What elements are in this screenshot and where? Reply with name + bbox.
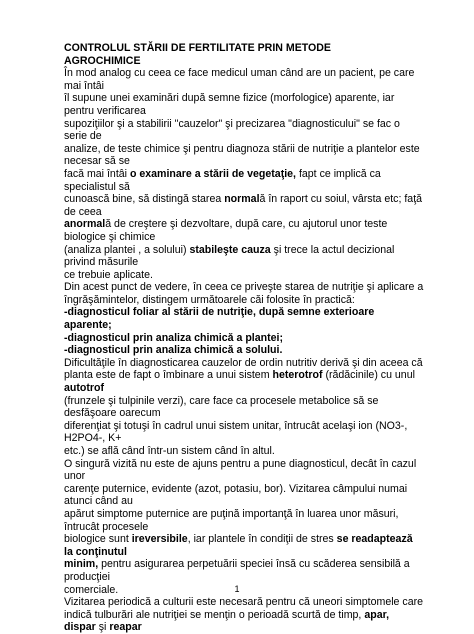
bold-text-run: -diagnosticul foliar al stării de nutriţie, după semne exterioare: [64, 306, 375, 319]
text-run: fapt ce implică ca: [296, 167, 381, 180]
text-run: şi trece la actul decizional: [270, 243, 395, 256]
text-line: [64, 306, 452, 319]
text-run: îngrăşămintelor, distingem următoarele căi folosite în practică:: [64, 293, 355, 306]
text-run: analize, de teste chimice şi pentru diagnoza stării de nutriţie a plantelor este: [64, 142, 420, 155]
text-run: planta este de fapt o îmbinare a unui sistem: [64, 369, 273, 382]
text-line: [64, 571, 452, 584]
text-line: [64, 407, 452, 420]
text-line: [64, 621, 452, 634]
text-run: facă mai întâi: [64, 167, 130, 180]
text-run: Din acest punct de vedere, în ceea ce priveşte starea de nutriţie şi aplicare a: [64, 281, 424, 294]
bold-text-run: stabileşte cauza: [189, 243, 271, 256]
text-line: [64, 105, 452, 118]
text-line: [64, 80, 452, 93]
text-line: [64, 218, 452, 231]
bold-text-run: ireversibile: [131, 533, 188, 546]
text-line: [64, 231, 452, 244]
text-run: biologice sunt: [64, 533, 132, 546]
text-run: etc.) se află când într-un sistem când în altul.: [64, 445, 275, 457]
text-run: , iar plantele în condiţii de stres: [187, 533, 337, 546]
text-line: [64, 508, 452, 521]
text-run: necesar să se: [64, 155, 130, 168]
text-line: [64, 495, 452, 508]
text-run: pentru verificarea: [64, 104, 146, 117]
page-number: 1: [234, 584, 240, 594]
text-run: şi: [95, 621, 110, 634]
bold-text-run: dispar: [64, 621, 96, 634]
text-line: [64, 470, 452, 483]
text-line: [64, 269, 452, 282]
text-run: de ceea: [64, 205, 102, 218]
text-line: [64, 344, 452, 357]
text-line: [64, 432, 452, 445]
text-line: [64, 181, 452, 194]
text-line: [64, 382, 452, 395]
bold-text-run: reapar: [109, 621, 142, 634]
text-line: [64, 92, 452, 105]
text-run: (analiza plantei , a solului): [64, 243, 190, 256]
text-line: [64, 558, 452, 571]
text-run: În mod analog cu ceea ce face medicul uman când are un pacient, pe care: [64, 67, 415, 80]
bold-text-run: minim,: [64, 558, 99, 571]
document-title-line-2: AGROCHIMICE: [64, 54, 141, 67]
text-run: pentru asigurarea perpetuării speciei însă cu scăderea sensibilă a: [98, 558, 410, 571]
text-run: serie de: [64, 130, 102, 143]
text-line: [64, 521, 452, 534]
text-line: [64, 596, 452, 609]
text-run: specialistul să: [64, 180, 130, 193]
text-line: [64, 546, 452, 559]
text-run: Vizitarea periodică a culturii este necesară pentru că uneori simptomele care: [64, 596, 424, 609]
text-line: [64, 332, 452, 345]
bold-text-run: la conţinutul: [64, 545, 127, 558]
text-line: [64, 118, 452, 131]
text-run: ă în raport cu soiul, vârsta etc; faţă: [259, 193, 423, 206]
text-line: [64, 193, 452, 206]
bold-text-run: anormal: [64, 218, 106, 231]
bold-text-run: normal: [224, 193, 260, 206]
text-run: supoziţiilor şi a stabilirii "cauzelor" şi precizarea "diagnosticului" se fac o: [64, 117, 400, 130]
text-line: [64, 395, 452, 408]
text-line: [64, 155, 452, 168]
text-run: mai întâi: [64, 79, 105, 92]
text-line: [64, 256, 452, 269]
text-run: cunoască bine, să distingă starea: [64, 193, 225, 206]
document-body: [64, 42, 452, 634]
text-run: comerciale.: [64, 583, 119, 596]
text-run: biologice şi chimice: [64, 230, 156, 243]
text-run: (frunzele şi tulpinile verzi), care face ca procesele metabolice să se: [64, 394, 379, 407]
bold-text-run: aparente;: [64, 319, 112, 332]
text-run: ce trebuie aplicate.: [64, 268, 153, 281]
text-line: [64, 609, 452, 622]
text-line: [64, 206, 452, 219]
text-line: [64, 244, 452, 257]
text-line: [64, 168, 452, 181]
text-run: desfăşoare oarecum: [64, 407, 161, 420]
text-run: întrucât procesele: [64, 520, 149, 533]
text-run: indică tulburări ale nutriţiei se menţin o perioadă scurtă de timp,: [64, 608, 365, 621]
text-run: îl supune unei examinări după semne fizice (morfologice) aparente, iar: [64, 92, 395, 105]
text-run: apărut simptome puternice are puţină importanţă în luarea unor măsuri,: [64, 507, 399, 520]
text-line: [64, 294, 452, 307]
text-line: [64, 319, 452, 332]
bold-text-run: heterotrof: [272, 369, 323, 382]
text-line: [64, 369, 452, 382]
bold-text-run: apar,: [364, 608, 390, 621]
bold-text-run: o examinare a stării de vegetaţie,: [129, 167, 297, 180]
text-line: [64, 67, 452, 80]
text-line: [64, 420, 452, 433]
text-run: diferenţiat şi totuşi în cadrul unui sistem unitar, întrucât acelaşi ion (NO3-,: [64, 419, 408, 432]
bold-text-run: se readaptează: [336, 533, 413, 546]
text-line: [64, 458, 452, 471]
text-run: (rădăcinile) cu unul: [322, 369, 415, 382]
text-line: [64, 281, 452, 294]
text-run: atunci când au: [64, 495, 133, 508]
text-line: [64, 483, 452, 496]
text-line: [64, 445, 452, 458]
text-run: ă de creştere şi dezvoltare, după care, cu ajutorul unor teste: [105, 218, 388, 231]
document-text: [64, 67, 452, 634]
text-line: [64, 143, 452, 156]
text-line: [64, 533, 452, 546]
text-run: Dificultăţile în diagnosticarea cauzelor de ordin nutritiv derivă şi din aceea că: [64, 356, 423, 369]
text-run: privind măsurile: [64, 256, 139, 269]
bold-text-run: -diagnosticul prin analiza chimică a solului.: [64, 344, 283, 357]
text-run: carenţe puternice, evidente (azot, potasiu, bor). Vizitarea câmpului numai: [64, 482, 408, 495]
text-run: unor: [64, 470, 86, 483]
document-title-line-1: CONTROLUL STĂRII DE FERTILITATE PRIN METODE: [64, 42, 331, 54]
text-line: [64, 130, 452, 143]
text-run: O singură vizită nu este de ajuns pentru a pune diagnosticul, decât în cazul: [64, 457, 417, 470]
bold-text-run: -diagnosticul prin analiza chimică a plantei;: [64, 331, 283, 344]
text-run: producţiei: [64, 570, 110, 583]
bold-text-run: autotrof: [64, 382, 105, 395]
text-run: H2PO4-, K+: [64, 432, 122, 445]
text-line: [64, 357, 452, 370]
